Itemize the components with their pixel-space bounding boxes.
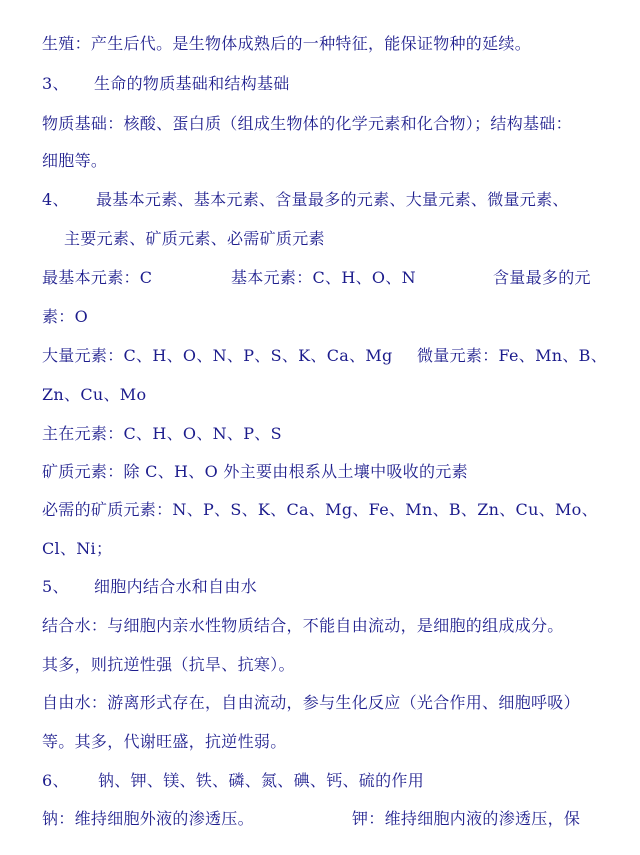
heading-number: 5、 [42,577,69,596]
heading-text: 生命的物质基础和结构基础 [94,74,290,93]
text-line: 含量最多的元 [493,268,591,287]
section-heading-4 [42,189,569,211]
text-line: 细胞等。 [42,151,108,170]
text-line: Cl、Ni； [42,539,113,558]
text-line: 自由水：游离形式存在，自由流动，参与生化反应（光合作用、细胞呼吸） [42,693,580,712]
heading-number: 3、 [42,74,69,93]
text-line: 物质基础：核酸、蛋白质（组成生物体的化学元素和化合物）；结构基础： [42,114,572,133]
text-line: 素：O [42,307,89,326]
text-line: 矿质元素：除 C、H、O 外主要由根系从土壤中吸收的元素 [42,462,468,481]
section-heading-6 [42,770,425,792]
text-line: 主要元素、矿质元素、必需矿质元素 [64,229,325,248]
text-line: 大量元素：C、H、O、N、P、S、K、Ca、Mg [42,346,393,365]
heading-text: 最基本元素、基本元素、含量最多的元素、大量元素、微量元素、 [96,190,569,209]
text-line: 等。其多，代谢旺盛，抗逆性弱。 [42,732,287,751]
text-line: 微量元素：Fe、Mn、B、 [417,346,608,365]
section-heading-5 [42,576,258,598]
text-line: 生殖：产生后代。是生物体成熟后的一种特征，能保证物种的延续。 [42,34,532,53]
heading-number: 4、 [42,190,69,209]
heading-text: 细胞内结合水和自由水 [94,577,258,596]
text-line: 钾：维持细胞内液的渗透压，保 [352,809,581,828]
text-line: 必需的矿质元素：N、P、S、K、Ca、Mg、Fe、Mn、B、Zn、Cu、Mo、 [42,500,598,519]
text-line: 主在元素：C、H、O、N、P、S [42,424,282,443]
section-heading-3 [42,73,290,95]
text-line: 其多，则抗逆性强（抗旱、抗寒）。 [42,655,295,674]
heading-number: 6、 [42,771,69,790]
text-line: 最基本元素：C [42,268,153,287]
text-line: 钠：维持细胞外液的渗透压。 [42,809,254,828]
text-line: 基本元素：C、H、O、N [231,268,416,287]
heading-text: 钠、钾、镁、铁、磷、氮、碘、钙、硫的作用 [98,771,425,790]
text-line: 结合水：与细胞内亲水性物质结合，不能自由流动，是细胞的组成成分。 [42,616,564,635]
text-line: Zn、Cu、Mo [42,385,147,404]
